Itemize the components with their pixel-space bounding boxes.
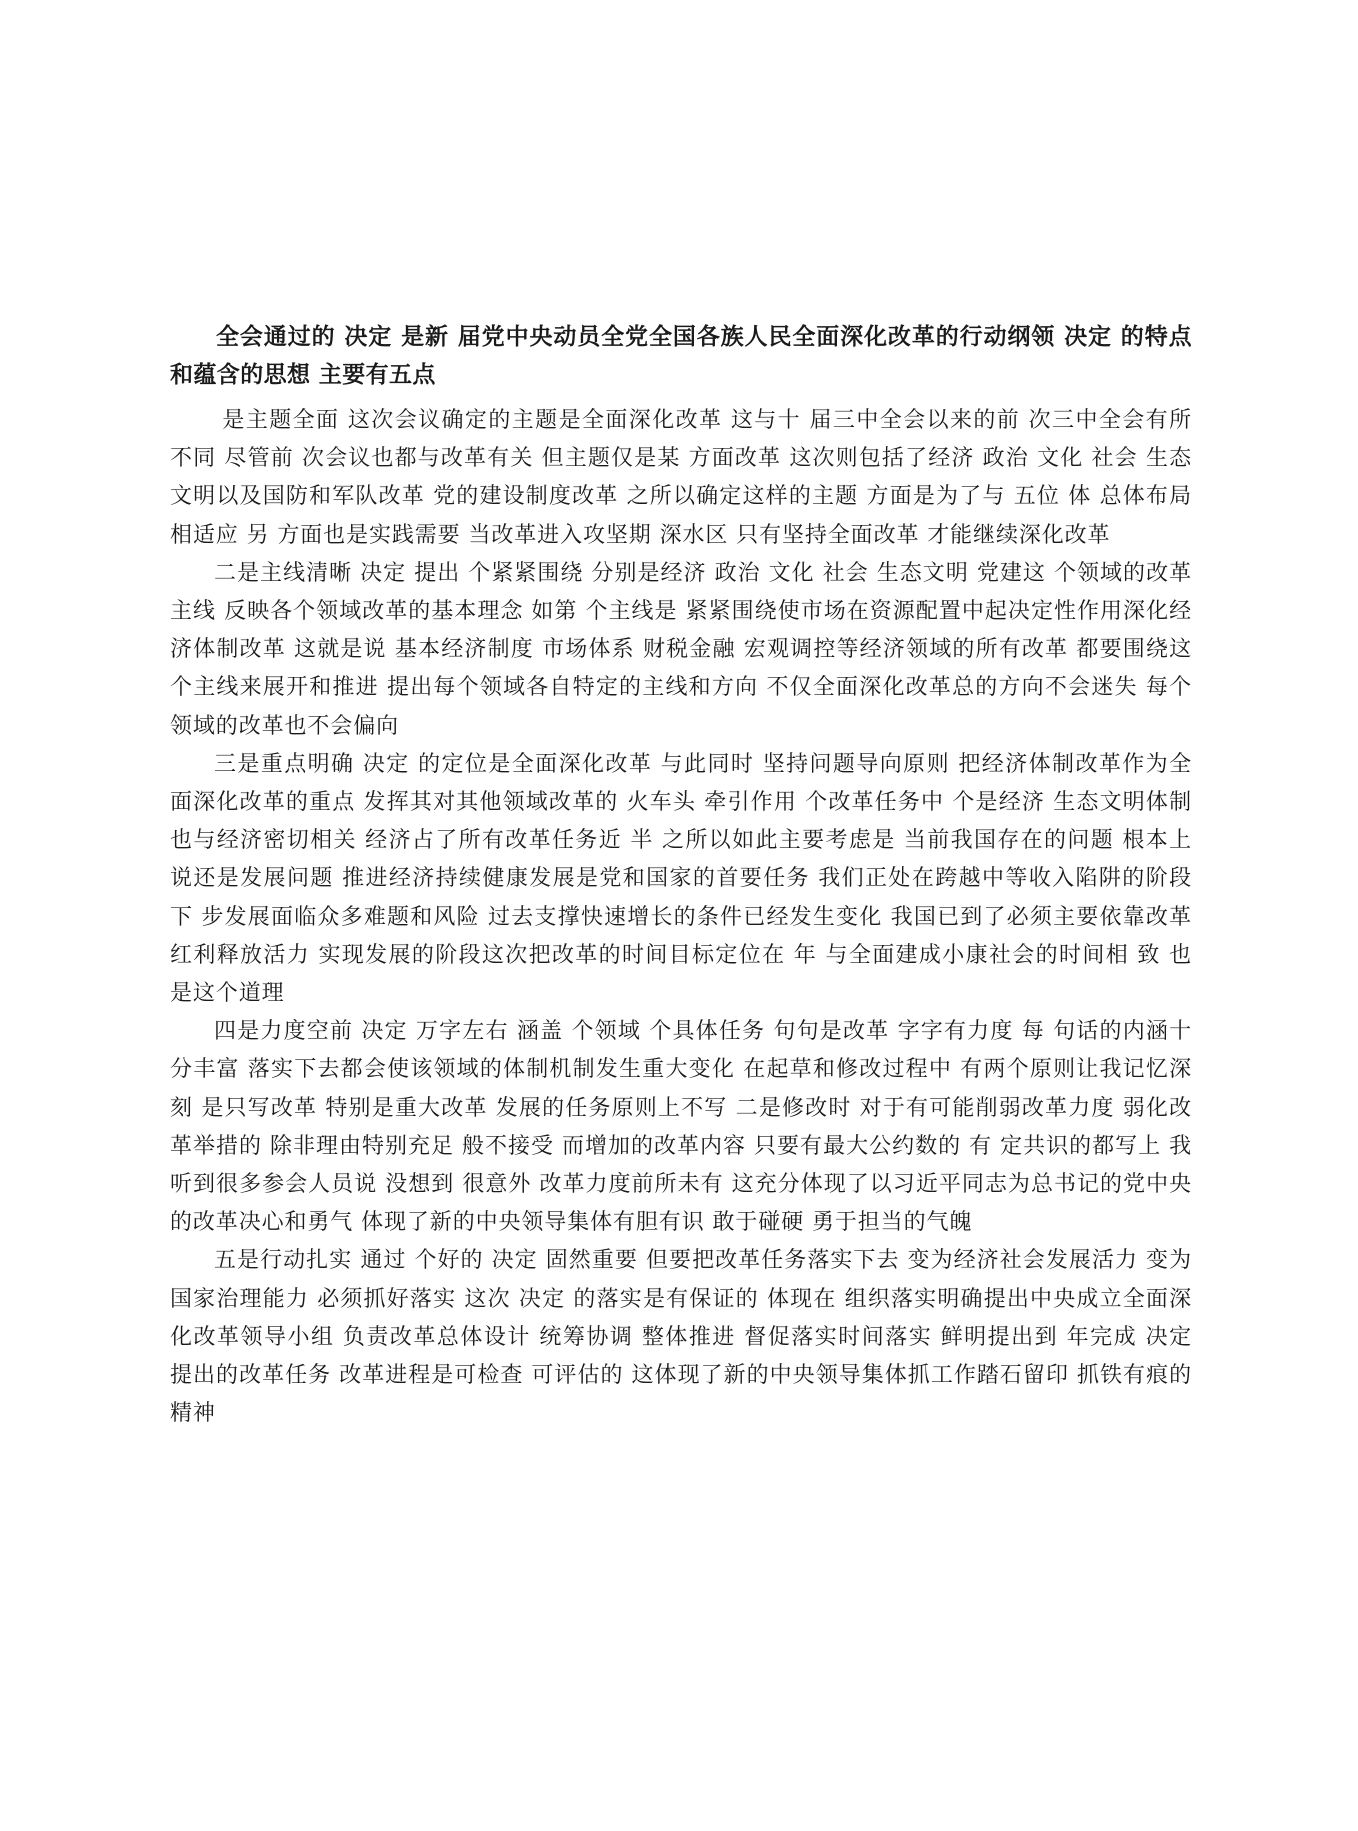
paragraph-action: 五是行动扎实 通过 个好的 决定 固然重要 但要把改革任务落实下去 变为经济社会发展活力 变为国家治理能力 必须抓好落实 这次 决定 的落实是有保证的 体现在 组织落实明确提出中央成立全面深化改革领导小组 负责改革总体设计 统筹协调 整体推进 督促落实时间落实 鲜明提出到 年完成 决定 提出的改革任务 改革进程是可检查 可评估的 这体现了新的中央领导集体抓工作踏石留印 抓铁有痕的精神: [170, 1248, 1200, 1427]
paragraph-intensity: 四是力度空前 决定 万字左右 涵盖 个领域 个具体任务 句句是改革 字字有力度 每 句话的内涵十分丰富 落实下去都会使该领域的体制机制发生重大变化 在起草和修改过程中 有两个原则让我记忆深刻 是只写改革 特别是重大改革 发展的任务原则上不写 二是修改时 对于有可能削弱改革力度 弱化改革举措的 除非理由特别充足 般不接受 而增加的改革内容 只要有最大公约数的 有 定共识的都写上 我听到很多参会人员说 没想到 很意外 改革力度前所未有 这充分体现了以习近平同志为总书记的党中央的改革决心和勇气 体现了新的中央领导集体有胆有识 敢于碰硬 勇于担当的气魄: [170, 1019, 1192, 1236]
document-heading: 全会通过的 决定 是新 届党中央动员全党全国各族人民全面深化改革的行动纲领 决定 的特点和蕴含的思想 主要有五点: [170, 323, 1192, 388]
paragraph-focus: 三是重点明确 决定 的定位是全面深化改革 与此同时 坚持问题导向原则 把经济体制改革作为全面深化改革的重点 发挥其对其他领域改革的 火车头 牵引作用 个改革任务中 个是经济 生态文明体制也与经济密切相关 经济占了所有改革任务近 半 之所以如此主要考虑是 当前我国存在的问题 根本上说还是发展问题 推进经济持续健康发展是党和国家的首要任务 我们正处在跨越中等收入陷阱的阶段 下 步发展面临众多难题和风险 过去支撑快速增长的条件已经发生变化 我国已到了必须主要依靠改革红利释放活力 实现发展的阶段这次把改革的时间目标定位在 年 与全面建成小康社会的时间相 致 也是这个道理: [170, 751, 1200, 1007]
paragraph-theme: 是主题全面 这次会议确定的主题是全面深化改革 这与十 届三中全会以来的前 次三中全会有所不同 尽管前 次会议也都与改革有关 但主题仅是某 方面改革 这次则包括了经济 政治 文化 社会 生态文明以及国防和军队改革 党的建设制度改革 之所以确定这样的主题 方面是为了与 五位 体 总体布局相适应 另 方面也是实践需要 当改革进入攻坚期 深水区 只有坚持全面改革 才能继续深化改革: [170, 408, 1192, 548]
paragraph-mainline: 二是主线清晰 决定 提出 个紧紧围绕 分别是经济 政治 文化 社会 生态文明 党建这 个领域的改革主线 反映各个领域改革的基本理念 如第 个主线是 紧紧围绕使市场在资源配置中起决定性作用深化经济体制改革 这就是说 基本经济制度 市场体系 财税金融 宏观调控等经济领域的所有改革 都要围绕这个主线来展开和推进 提出每个领域各自特定的主线和方向 不仅全面深化改革总的方向不会迷失 每个领域的改革也不会偏向: [170, 560, 1192, 739]
document-body: [170, 318, 1200, 1433]
